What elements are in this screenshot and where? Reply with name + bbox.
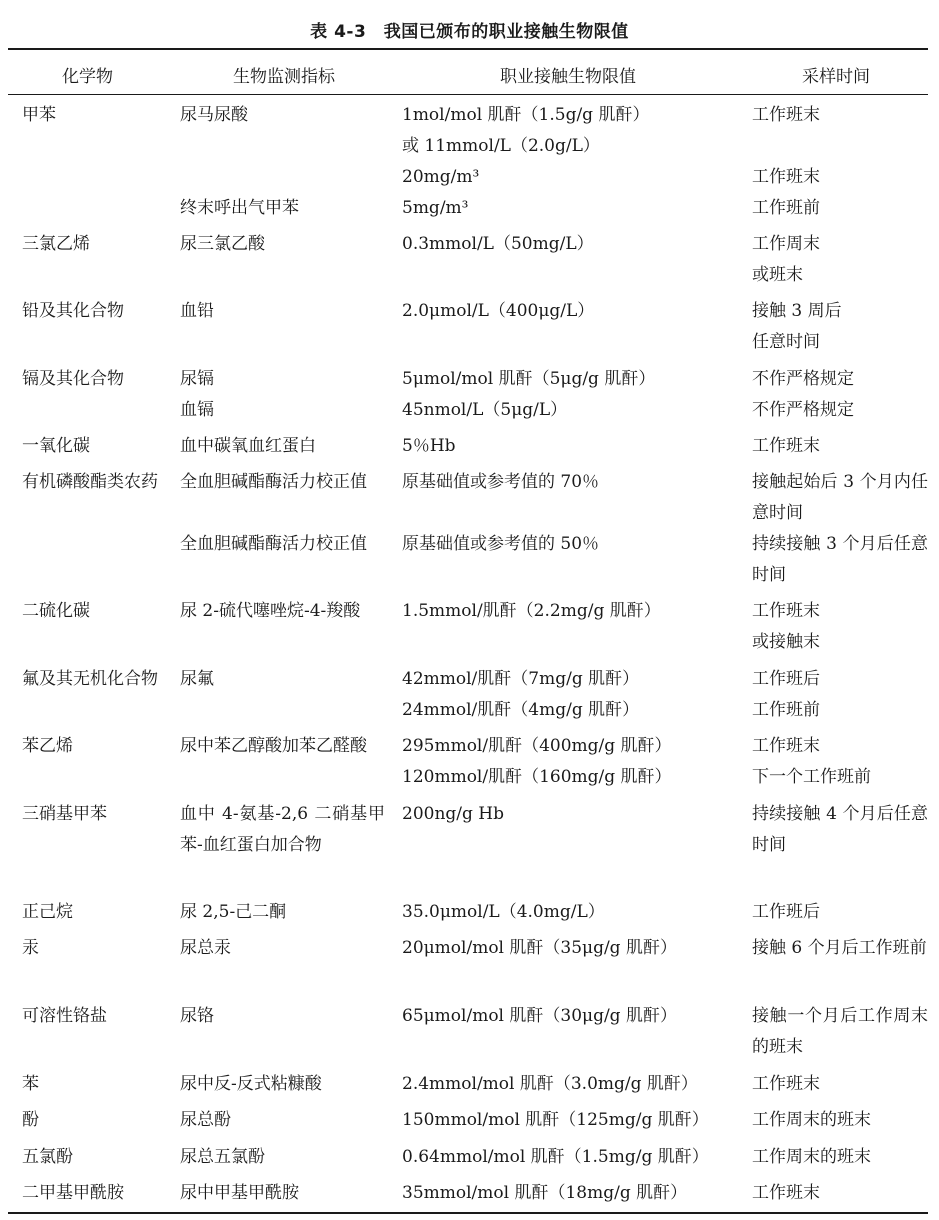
chemical-cell: 苯乙烯 bbox=[22, 736, 73, 756]
biomarker-cell: 尿总酚 bbox=[180, 1110, 231, 1130]
limit-value-cell: 35.0μmol/L（4.0mg/L） bbox=[402, 902, 605, 922]
chemical-cell: 镉及其化合物 bbox=[22, 369, 124, 389]
biomarker-cell: 尿中反-反式粘糠酸 bbox=[180, 1074, 322, 1094]
limit-value-cell: 0.3mmol/L（50mg/L） bbox=[402, 234, 594, 254]
biomarker-cell: 尿马尿酸 bbox=[180, 105, 248, 125]
sampling-time-cell: 工作班末 bbox=[752, 105, 820, 125]
sampling-time-cell: 不作严格规定 bbox=[752, 400, 854, 420]
header-chemical: 化学物 bbox=[62, 67, 113, 87]
sampling-time-cell: 接触起始后 3 个月内任意时间 bbox=[752, 472, 928, 523]
limit-value-cell: 20mg/m³ bbox=[402, 167, 480, 187]
chemical-cell: 有机磷酸酯类农药 bbox=[22, 472, 158, 492]
sampling-time-cell: 下一个工作班前 bbox=[752, 767, 871, 787]
limit-value-cell: 65μmol/mol 肌酐（30μg/g 肌酐） bbox=[402, 1006, 677, 1026]
biomarker-cell: 尿三氯乙酸 bbox=[180, 234, 265, 254]
top-rule bbox=[8, 48, 928, 50]
limit-value-cell: 200ng/g Hb bbox=[402, 804, 504, 824]
header-limit-value: 职业接触生物限值 bbox=[500, 67, 636, 87]
sampling-time-cell: 工作班末 bbox=[752, 1074, 820, 1094]
limit-value-cell: 1.5mmol/肌酐（2.2mg/g 肌酐） bbox=[402, 601, 661, 621]
sampling-time-cell: 接触一个月后工作周末的班末 bbox=[752, 1006, 928, 1057]
limit-value-cell: 1mol/mol 肌酐（1.5g/g 肌酐） 或 11mmol/L（2.0g/L） bbox=[402, 105, 650, 156]
biomarker-cell: 尿铬 bbox=[180, 1006, 214, 1026]
limit-value-cell: 150mmol/mol 肌酐（125mg/g 肌酐） bbox=[402, 1110, 709, 1130]
chemical-cell: 三氯乙烯 bbox=[22, 234, 90, 254]
biomarker-cell: 血中碳氧血红蛋白 bbox=[180, 436, 316, 456]
biomarker-cell: 全血胆碱酯酶活力校正值 bbox=[180, 472, 367, 492]
sampling-time-cell: 接触 6 个月后工作班前 bbox=[752, 938, 927, 958]
biomarker-cell: 尿中苯乙醇酸加苯乙醛酸 bbox=[180, 736, 367, 756]
limit-value-cell: 295mmol/肌酐（400mg/g 肌酐） bbox=[402, 736, 672, 756]
chemical-cell: 五氯酚 bbox=[22, 1147, 73, 1167]
sampling-time-cell: 工作班后 bbox=[752, 669, 820, 689]
header-rule bbox=[8, 94, 928, 95]
chemical-cell: 可溶性铬盐 bbox=[22, 1006, 107, 1026]
sampling-time-cell: 工作班末 bbox=[752, 1183, 820, 1203]
sampling-time-cell: 工作班前 bbox=[752, 700, 820, 720]
limit-value-cell: 5μmol/mol 肌酐（5μg/g 肌酐） bbox=[402, 369, 656, 389]
sampling-time-cell: 工作班后 bbox=[752, 902, 820, 922]
chemical-cell: 正己烷 bbox=[22, 902, 73, 922]
limit-value-cell: 20μmol/mol 肌酐（35μg/g 肌酐） bbox=[402, 938, 677, 958]
biomarker-cell: 终末呼出气甲苯 bbox=[180, 198, 299, 218]
limit-value-cell: 0.64mmol/mol 肌酐（1.5mg/g 肌酐） bbox=[402, 1147, 709, 1167]
biomarker-cell: 全血胆碱酯酶活力校正值 bbox=[180, 534, 367, 554]
bottom-rule bbox=[8, 1212, 928, 1214]
sampling-time-cell: 持续接触 3 个月后任意时间 bbox=[752, 534, 928, 585]
biomarker-cell: 血镉 bbox=[180, 400, 214, 420]
header-biomarker: 生物监测指标 bbox=[233, 67, 335, 87]
limit-value-cell: 原基础值或参考值的 70％ bbox=[402, 472, 600, 492]
chemical-cell: 氟及其无机化合物 bbox=[22, 669, 158, 689]
limit-value-cell: 42mmol/肌酐（7mg/g 肌酐） bbox=[402, 669, 640, 689]
biomarker-cell: 尿中甲基甲酰胺 bbox=[180, 1183, 299, 1203]
biomarker-cell: 尿氟 bbox=[180, 669, 214, 689]
chemical-cell: 酚 bbox=[22, 1110, 39, 1130]
chemical-cell: 铅及其化合物 bbox=[22, 301, 124, 321]
biomarker-cell: 尿镉 bbox=[180, 369, 214, 389]
sampling-time-cell: 工作班末 或接触末 bbox=[752, 601, 820, 652]
limit-value-cell: 45nmol/L（5μg/L） bbox=[402, 400, 568, 420]
biomarker-cell: 尿 2,5-己二酮 bbox=[180, 902, 287, 922]
sampling-time-cell: 工作周末的班末 bbox=[752, 1110, 871, 1130]
sampling-time-cell: 工作班末 bbox=[752, 736, 820, 756]
limit-value-cell: 35mmol/mol 肌酐（18mg/g 肌酐） bbox=[402, 1183, 688, 1203]
limit-value-cell: 原基础值或参考值的 50％ bbox=[402, 534, 600, 554]
limit-value-cell: 5％Hb bbox=[402, 436, 456, 456]
sampling-time-cell: 工作班前 bbox=[752, 198, 820, 218]
biomarker-cell: 尿总汞 bbox=[180, 938, 231, 958]
biomarker-cell: 血中 4-氨基-2,6 二硝基甲苯-血红蛋白加合物 bbox=[180, 804, 385, 855]
sampling-time-cell: 工作周末的班末 bbox=[752, 1147, 871, 1167]
sampling-time-cell: 接触 3 周后 任意时间 bbox=[752, 301, 842, 352]
sampling-time-cell: 不作严格规定 bbox=[752, 369, 854, 389]
chemical-cell: 苯 bbox=[22, 1074, 39, 1094]
limit-value-cell: 24mmol/肌酐（4mg/g 肌酐） bbox=[402, 700, 640, 720]
limit-value-cell: 2.4mmol/mol 肌酐（3.0mg/g 肌酐） bbox=[402, 1074, 698, 1094]
sampling-time-cell: 工作周末 或班末 bbox=[752, 234, 820, 285]
biomarker-cell: 尿 2-硫代噻唑烷-4-羧酸 bbox=[180, 601, 361, 621]
chemical-cell: 汞 bbox=[22, 938, 39, 958]
biomarker-cell: 尿总五氯酚 bbox=[180, 1147, 265, 1167]
biomarker-cell: 血铅 bbox=[180, 301, 214, 321]
limit-value-cell: 5mg/m³ bbox=[402, 198, 469, 218]
limit-value-cell: 120mmol/肌酐（160mg/g 肌酐） bbox=[402, 767, 672, 787]
chemical-cell: 二硫化碳 bbox=[22, 601, 90, 621]
chemical-cell: 三硝基甲苯 bbox=[22, 804, 107, 824]
sampling-time-cell: 持续接触 4 个月后任意时间 bbox=[752, 804, 928, 855]
chemical-cell: 一氧化碳 bbox=[22, 436, 90, 456]
chemical-cell: 甲苯 bbox=[22, 105, 56, 125]
sampling-time-cell: 工作班末 bbox=[752, 436, 820, 456]
sampling-time-cell: 工作班末 bbox=[752, 167, 820, 187]
chemical-cell: 二甲基甲酰胺 bbox=[22, 1183, 124, 1203]
limit-value-cell: 2.0μmol/L（400μg/L） bbox=[402, 301, 595, 321]
table-caption: 表 4-3 我国已颁布的职业接触生物限值 bbox=[310, 22, 629, 42]
header-sampling-time: 采样时间 bbox=[802, 67, 870, 87]
